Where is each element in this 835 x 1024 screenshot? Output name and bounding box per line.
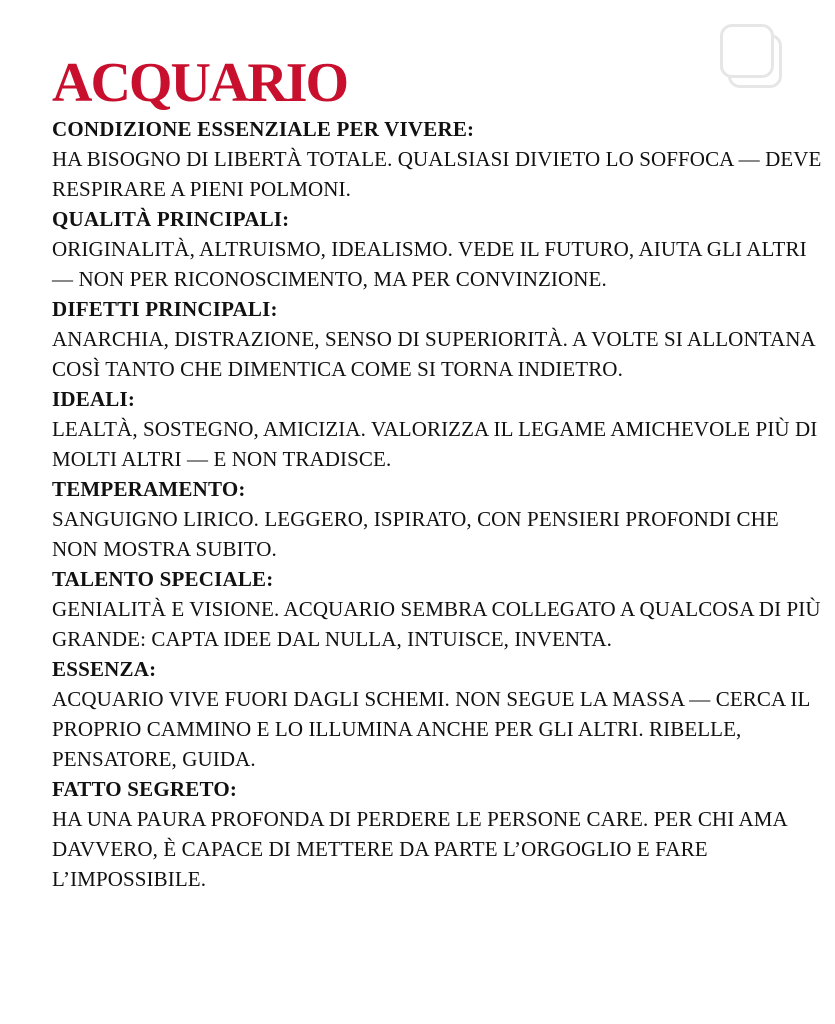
section-text: HA BISOGNO DI LIBERTÀ TOTALE. QUALSIASI DIVIETO LO SOFFOCA — DEVE RESPIRARE A PIENI POLMONI. [52, 147, 822, 201]
section-qualita [52, 204, 827, 294]
section-heading: FATTO SEGRETO: [52, 777, 238, 801]
section-ideali [52, 384, 827, 474]
section-text: ACQUARIO VIVE FUORI DAGLI SCHEMI. NON SEGUE LA MASSA — CERCA IL PROPRIO CAMMINO E LO ILLUMINA ANCHE PER GLI ALTRI. RIBELLE, PENSATORE, GUIDA. [52, 687, 810, 771]
section-text: SANGUIGNO LIRICO. LEGGERO, ISPIRATO, CON PENSIERI PROFONDI CHE NON MOSTRA SUBITO. [52, 507, 779, 561]
section-text: HA UNA PAURA PROFONDA DI PERDERE LE PERSONE CARE. PER CHI AMA DAVVERO, È CAPACE DI METTERE DA PARTE L’ORGOGLIO E FARE L’IMPOSSIBILE. [52, 807, 787, 891]
section-fatto-segreto [52, 774, 827, 894]
section-heading: TEMPERAMENTO: [52, 477, 246, 501]
page-title: ACQUARIO [52, 52, 348, 114]
section-text: LEALTÀ, SOSTEGNO, AMICIZIA. VALORIZZA IL LEGAME AMICHEVOLE PIÙ DI MOLTI ALTRI — E NON TRADISCE. [52, 417, 818, 471]
section-heading: CONDIZIONE ESSENZIALE PER VIVERE: [52, 117, 475, 141]
section-heading: DIFETTI PRINCIPALI: [52, 297, 278, 321]
section-heading: TALENTO SPECIALE: [52, 567, 274, 591]
section-text: ORIGINALITÀ, ALTRUISMO, IDEALISMO. VEDE IL FUTURO, AIUTA GLI ALTRI — NON PER RICONOSCIMENTO, MA PER CONVINZIONE. [52, 237, 807, 291]
section-essenza [52, 654, 827, 774]
section-condizione [52, 114, 827, 204]
section-temperamento [52, 474, 827, 564]
section-text: GENIALITÀ E VISIONE. ACQUARIO SEMBRA COLLEGATO A QUALCOSA DI PIÙ GRANDE: CAPTA IDEE DAL NULLA, INTUISCE, INVENTA. [52, 597, 821, 651]
document-content [52, 52, 827, 894]
section-difetti [52, 294, 827, 384]
section-text: ANARCHIA, DISTRAZIONE, SENSO DI SUPERIORITÀ. A VOLTE SI ALLONTANA COSÌ TANTO CHE DIMENTICA COME SI TORNA INDIETRO. [52, 327, 815, 381]
section-heading: ESSENZA: [52, 657, 157, 681]
section-heading: IDEALI: [52, 387, 136, 411]
section-heading: QUALITÀ PRINCIPALI: [52, 207, 290, 231]
section-talento [52, 564, 827, 654]
